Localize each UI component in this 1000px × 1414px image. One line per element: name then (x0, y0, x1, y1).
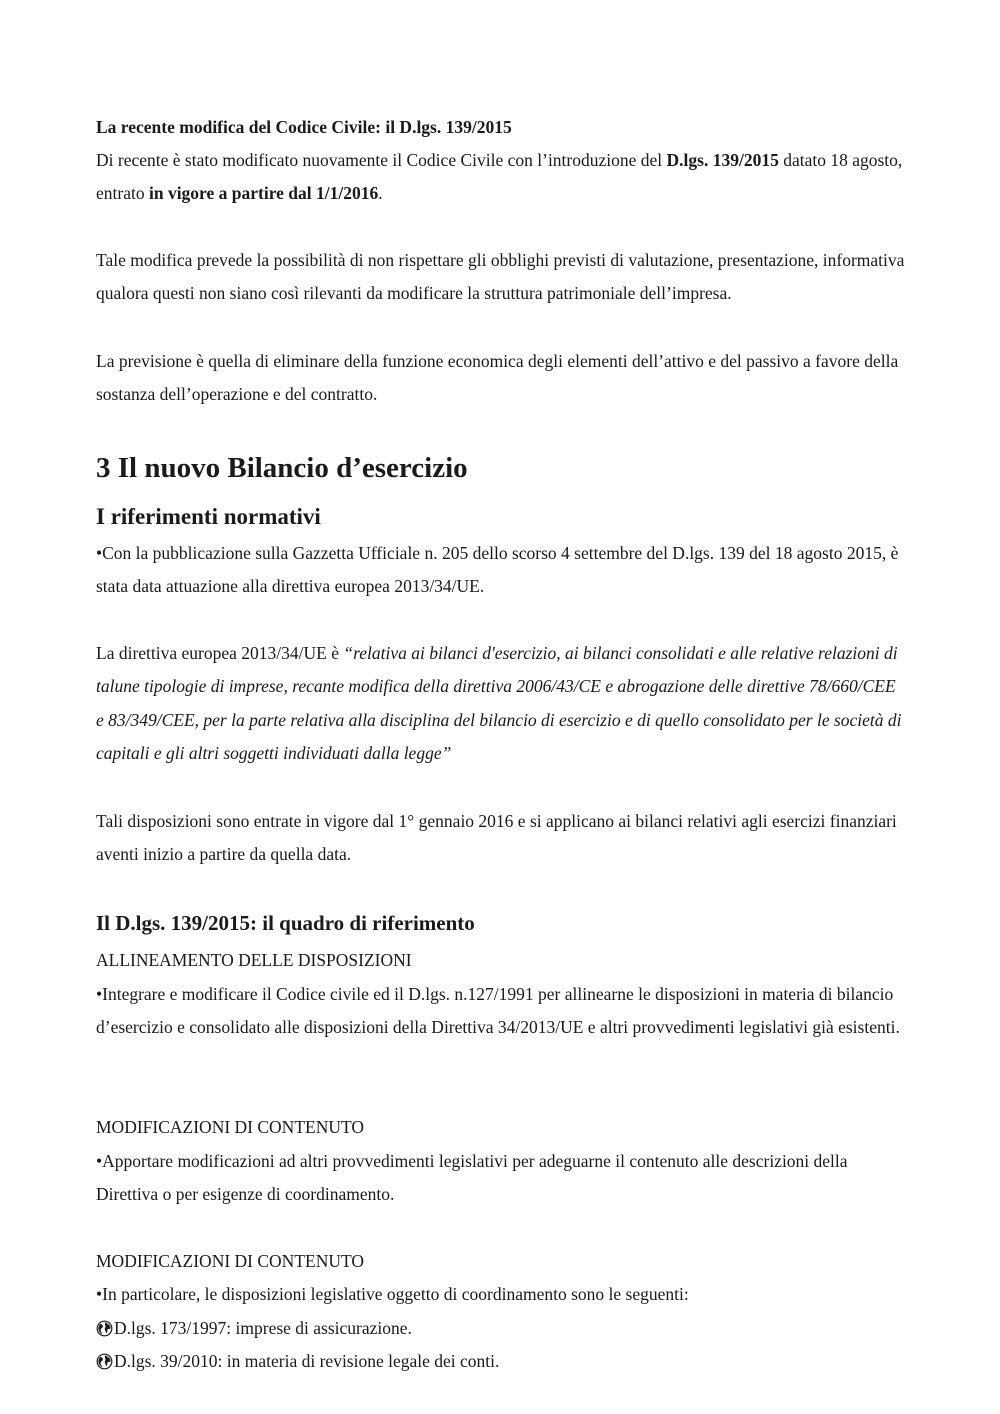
coordination-paragraph: •In particolare, le disposizioni legislative oggetto di coordinamento sono le seguenti: (96, 1284, 689, 1304)
directive-paragraph (96, 637, 906, 771)
content-mod-label: MODIFICAZIONI DI CONTENUTO (96, 1117, 364, 1137)
directive-quote: “relativa ai bilanci d'esercizio, ai bilanci consolidati e alle relative relazioni di talune tipologie di imprese, recante modifica della direttiva 2006/43/CE e abrogazione delle direttive 78/660/CEE e 83/349/CEE, per la parte relativa alla disciplina del bilancio di esercizio e di quello consolidato per le società di capitali e gli altri soggetti individuati dalla legge” (96, 643, 902, 764)
intro-paragraph (96, 144, 906, 211)
directive-lead: La direttiva europea 2013/34/UE è (96, 643, 344, 663)
list-item-text: D.lgs. 39/2010: in materia di revisione legale dei conti. (114, 1351, 500, 1371)
gazette-paragraph: •Con la pubblicazione sulla Gazzetta Ufficiale n. 205 dello scorso 4 settembre del D.lgs. 139 del 18 agosto 2015, è stata data attuazione alla direttiva europea 2013/34/UE. (96, 543, 899, 597)
list-item (96, 1312, 906, 1345)
globe-icon (96, 1353, 113, 1370)
intro-text-a: Di recente è stato modificato nuovamente il Codice Civile con l’introduzione del (96, 150, 667, 170)
intro-text-c: datato 18 agosto, entrato (96, 150, 903, 204)
intro-text-e: . (378, 183, 383, 204)
list-item (96, 1345, 906, 1378)
list-item-text: D.lgs. 173/1997: imprese di assicurazione. (114, 1318, 412, 1338)
alignment-paragraph: •Integrare e modificare il Codice civile ed il D.lgs. n.127/1991 per allinearne le disposizioni in materia di bilancio d’esercizio e consolidato alle disposizioni della Direttiva 34/2013/UE e altri provvedimenti legislativi già esistenti. (96, 984, 900, 1038)
intro-effective-date: in vigore a partire dal 1/1/2016 (148, 183, 379, 204)
intro-decree-ref: D.lgs. 139/2015 (666, 150, 779, 170)
globe-icon (96, 1320, 113, 1337)
alignment-label: ALLINEAMENTO DELLE DISPOSIZIONI (96, 950, 412, 970)
provision-paragraph: La previsione è quella di eliminare della funzione economica degli elementi dell’attivo e del passivo a favore della sostanza dell’operazione e del contratto. (96, 351, 899, 405)
modification-paragraph: Tale modifica prevede la possibilità di non rispettare gli obblighi previsti di valutazione, presentazione, informativa qualora questi non siano così rilevanti da modificare la struttura patrimoniale dell’impresa. (96, 250, 905, 304)
chapter-heading: 3 Il nuovo Bilancio d’esercizio (96, 452, 468, 484)
content-mod-paragraph: •Apportare modificazioni ad altri provvedimenti legislativi per adeguarne il contenuto alle descrizioni della Direttiva o per esigenze di coordinamento. (96, 1151, 848, 1205)
framework-heading: Il D.lgs. 139/2015: il quadro di riferimento (96, 911, 475, 935)
effective-paragraph: Tali disposizioni sono entrate in vigore dal 1° gennaio 2016 e si applicano ai bilanci relativi agli esercizi finanziari aventi inizio a partire da quella data. (96, 811, 897, 865)
content-mod-label-2: MODIFICAZIONI DI CONTENUTO (96, 1251, 364, 1271)
subsection-heading: I riferimenti normativi (96, 504, 321, 529)
section-title: La recente modifica del Codice Civile: il D.lgs. 139/2015 (96, 117, 512, 137)
